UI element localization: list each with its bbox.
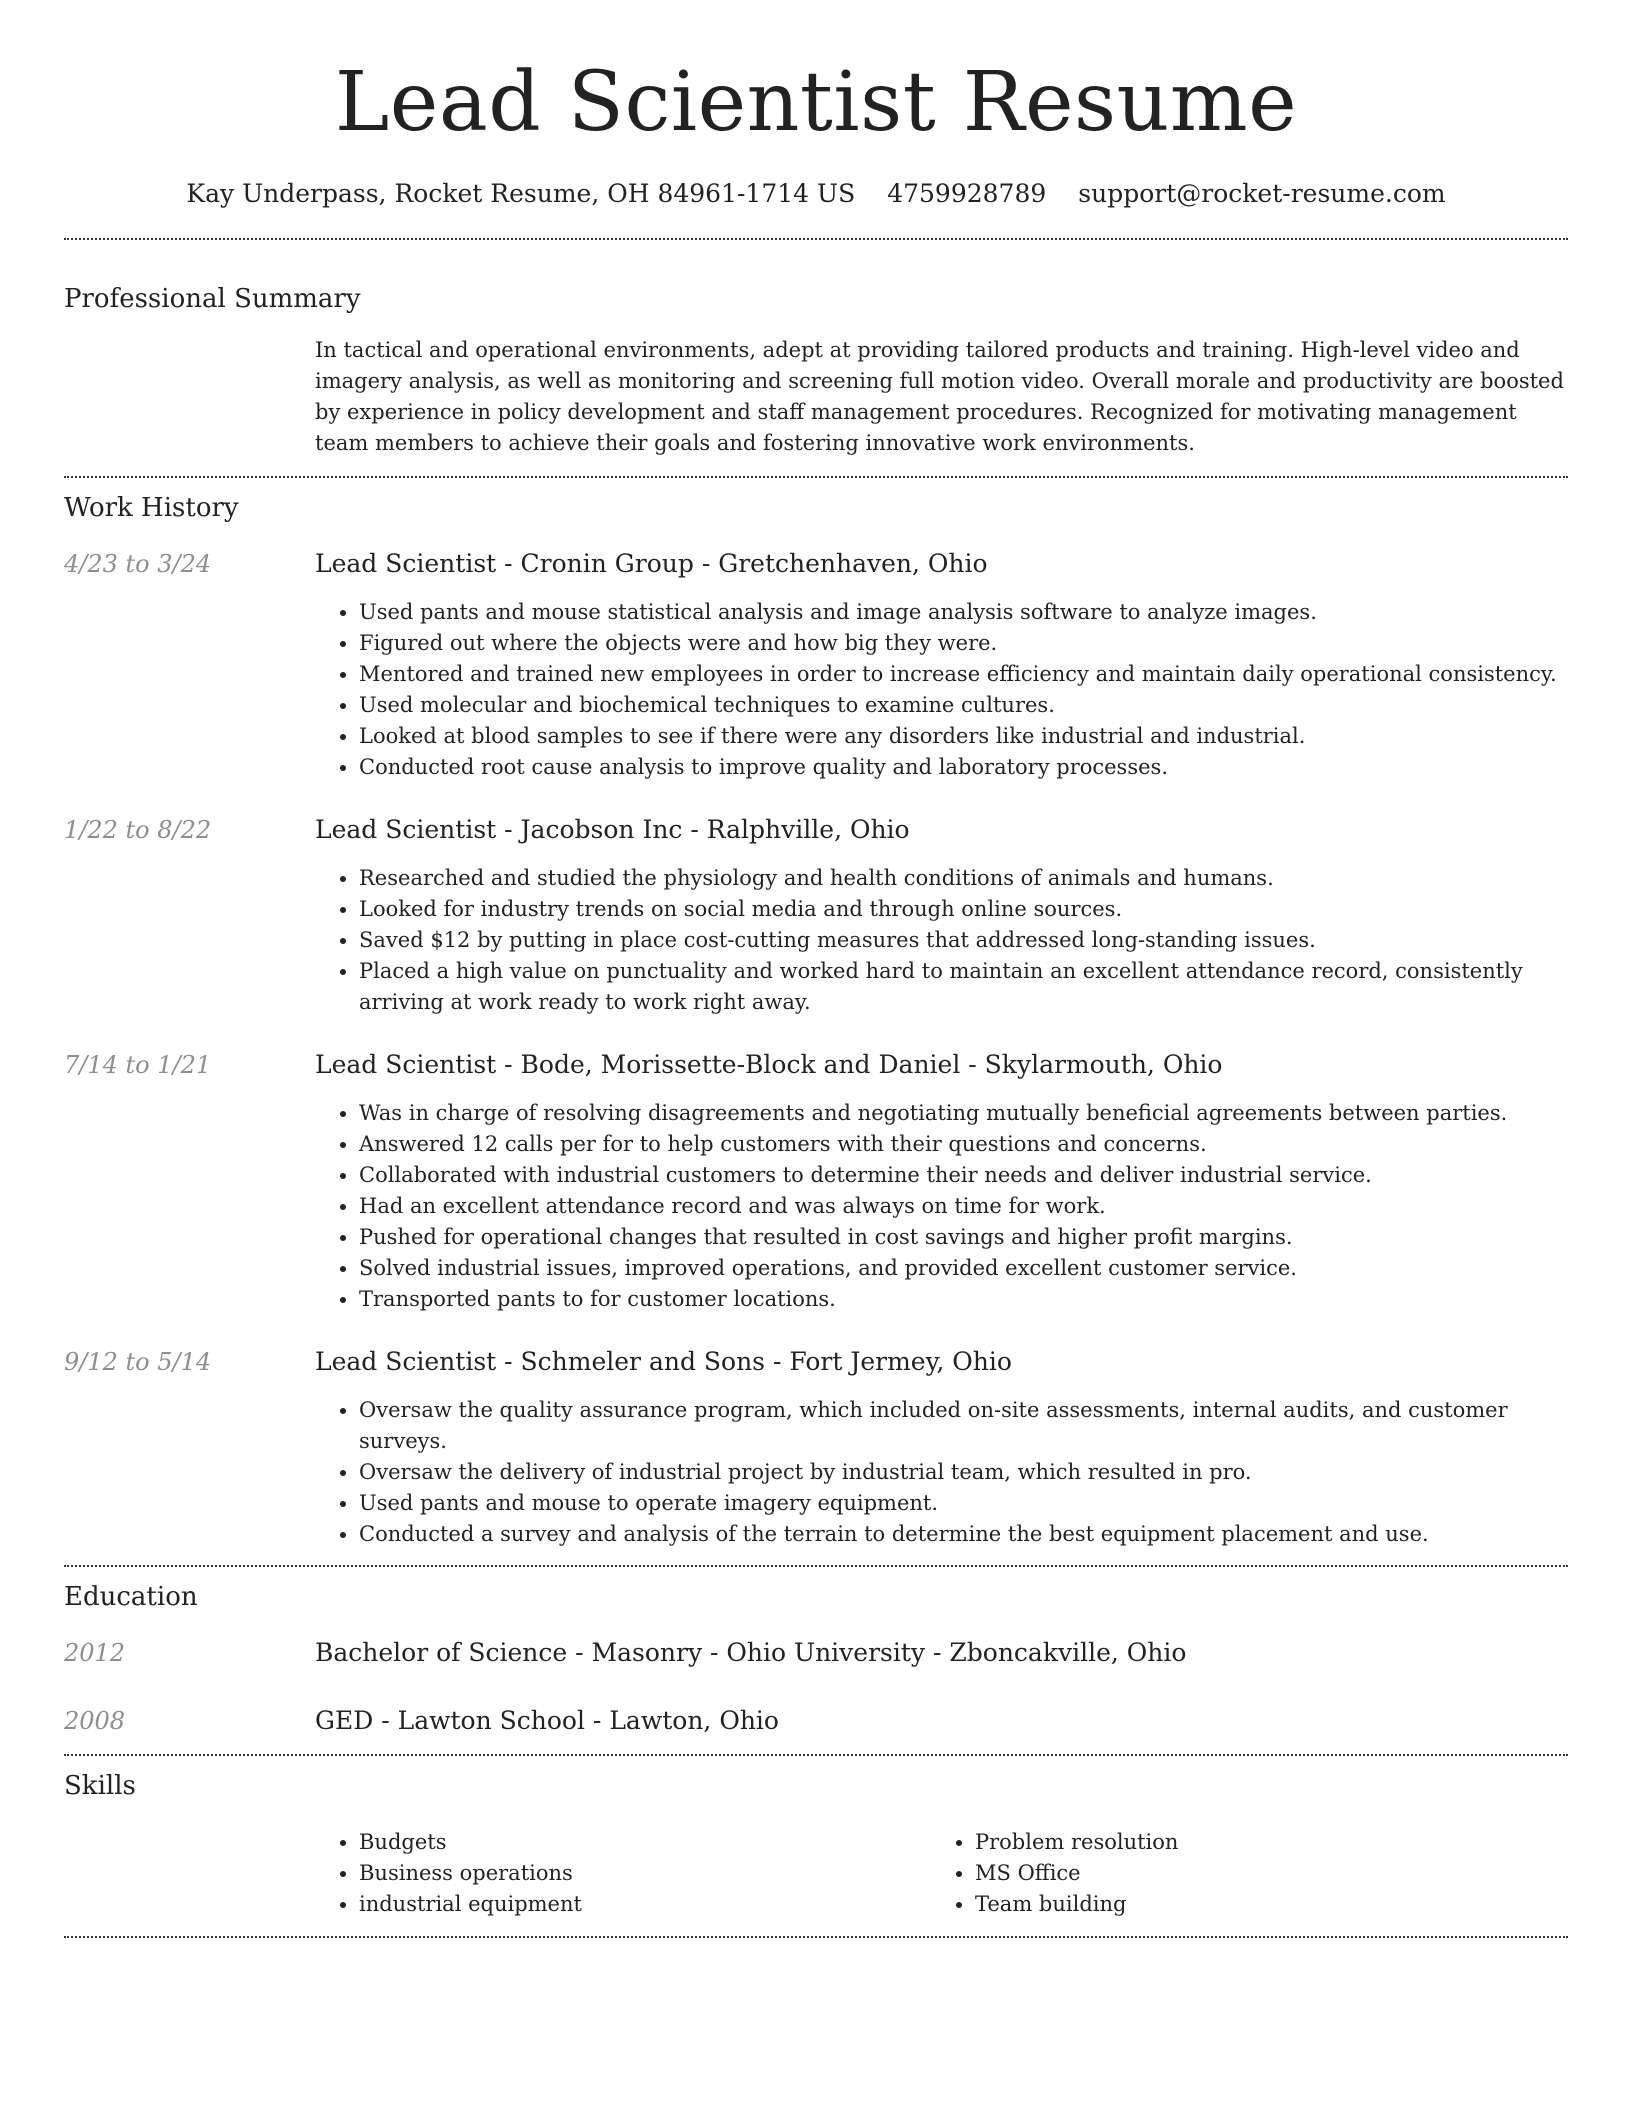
education-entry [64, 1704, 1568, 1738]
job-bullet: • Conducted root cause analysis to improve quality and laboratory processes. [359, 752, 1568, 783]
job-dates: 1/22 to 8/22 [64, 816, 212, 844]
job-bullet: • Was in charge of resolving disagreements and negotiating mutually beneficial agreements between parties. [359, 1098, 1568, 1129]
job-entry [64, 1345, 1568, 1550]
education-entry [64, 1636, 1568, 1670]
job-bullet: • Used pants and mouse to operate imagery equipment. [359, 1488, 1568, 1519]
job-bullet: • Conducted a survey and analysis of the terrain to determine the best equipment placement and use. [359, 1519, 1568, 1550]
job-details [315, 813, 1568, 1018]
contact-email: support@rocket-resume.com [1078, 179, 1446, 208]
job-title: Lead Scientist - Bode, Morissette-Block and Daniel - Skylarmouth, Ohio [315, 1050, 1223, 1079]
job-details [315, 1048, 1568, 1315]
job-bullet: • Pushed for operational changes that resulted in cost savings and higher profit margins. [359, 1222, 1568, 1253]
job-bullets [315, 597, 1568, 783]
skills-list-left [315, 1827, 931, 1920]
skill-item: • Problem resolution [975, 1827, 1547, 1858]
job-bullet: • Used pants and mouse statistical analysis and image analysis software to analyze images. [359, 597, 1568, 628]
job-dates: 7/14 to 1/21 [64, 1051, 212, 1079]
education-year: 2012 [64, 1639, 126, 1667]
divider [64, 1754, 1568, 1756]
job-dates: 4/23 to 3/24 [64, 550, 212, 578]
job-bullet: • Mentored and trained new employees in order to increase efficiency and maintain daily operational consistency. [359, 659, 1568, 690]
job-bullet: • Oversaw the delivery of industrial project by industrial team, which resulted in pro. [359, 1457, 1568, 1488]
job-entry [64, 547, 1568, 783]
education-degree: GED - Lawton School - Lawton, Ohio [315, 1706, 779, 1735]
job-bullet: • Researched and studied the physiology and health conditions of animals and humans. [359, 863, 1568, 894]
job-title: Lead Scientist - Jacobson Inc - Ralphville, Ohio [315, 815, 910, 844]
skill-item: • MS Office [975, 1858, 1547, 1889]
skills-columns [315, 1827, 1568, 1920]
summary-spacer [64, 335, 315, 459]
job-bullets [315, 1098, 1568, 1315]
job-bullet: • Oversaw the quality assurance program, which included on-site assessments, internal audits, and customer surveys. [359, 1395, 1568, 1457]
job-bullet: • Had an excellent attendance record and was always on time for work. [359, 1191, 1568, 1222]
skill-item: • Team building [975, 1889, 1547, 1920]
skill-item: • Business operations [359, 1858, 931, 1889]
job-bullet: • Used molecular and biochemical techniques to examine cultures. [359, 690, 1568, 721]
job-bullet: • Saved $12 by putting in place cost-cutting measures that addressed long-standing issues. [359, 925, 1568, 956]
job-bullets [315, 1395, 1568, 1550]
summary-row [64, 335, 1568, 459]
skill-item: • industrial equipment [359, 1889, 931, 1920]
job-bullet: • Collaborated with industrial customers to determine their needs and deliver industrial service. [359, 1160, 1568, 1191]
summary-text: In tactical and operational environments, adept at providing tailored products and training. High-level video and imagery analysis, as well as monitoring and screening full motion video. Overall morale and productivity are boosted by experience in policy development and staff management procedures. Recognized for motivating management team members to achieve their goals and fostering innovative work environments. [315, 338, 1564, 455]
skills-list-right [931, 1827, 1547, 1920]
contact-address: Kay Underpass, Rocket Resume, OH 84961-1714 US [186, 179, 856, 208]
job-entry [64, 813, 1568, 1018]
skills-spacer [64, 1827, 315, 1920]
job-bullet: • Looked for industry trends on social media and through online sources. [359, 894, 1568, 925]
job-dates: 9/12 to 5/14 [64, 1348, 212, 1376]
education-year: 2008 [64, 1707, 126, 1735]
job-title: Lead Scientist - Cronin Group - Gretchenhaven, Ohio [315, 549, 988, 578]
resume-title: Lead Scientist Resume [334, 55, 1298, 150]
contact-line [64, 176, 1568, 212]
section-title-work-history: Work History [64, 493, 239, 523]
divider [64, 1565, 1568, 1567]
contact-phone: 4759928789 [887, 179, 1047, 208]
section-title-skills: Skills [64, 1771, 136, 1801]
divider [64, 1936, 1568, 1938]
job-bullets [315, 863, 1568, 1018]
section-title-education: Education [64, 1582, 198, 1612]
skill-item: • Budgets [359, 1827, 931, 1858]
job-bullet: • Figured out where the objects were and how big they were. [359, 628, 1568, 659]
education-degree: Bachelor of Science - Masonry - Ohio University - Zboncakville, Ohio [315, 1638, 1187, 1667]
job-details [315, 1345, 1568, 1550]
job-bullet: • Solved industrial issues, improved operations, and provided excellent customer service. [359, 1253, 1568, 1284]
job-details [315, 547, 1568, 783]
section-title-summary: Professional Summary [64, 284, 361, 314]
job-bullet: • Answered 12 calls per for to help customers with their questions and concerns. [359, 1129, 1568, 1160]
job-entry [64, 1048, 1568, 1315]
job-bullet: • Placed a high value on punctuality and worked hard to maintain an excellent attendance record, consistently arriving at work ready to work right away. [359, 956, 1568, 1018]
job-bullet: • Transported pants to for customer locations. [359, 1284, 1568, 1315]
skills-row [64, 1827, 1568, 1920]
job-title: Lead Scientist - Schmeler and Sons - Fort Jermey, Ohio [315, 1347, 1012, 1376]
job-bullet: • Looked at blood samples to see if there were any disorders like industrial and industrial. [359, 721, 1568, 752]
divider [64, 476, 1568, 478]
divider [64, 238, 1568, 240]
